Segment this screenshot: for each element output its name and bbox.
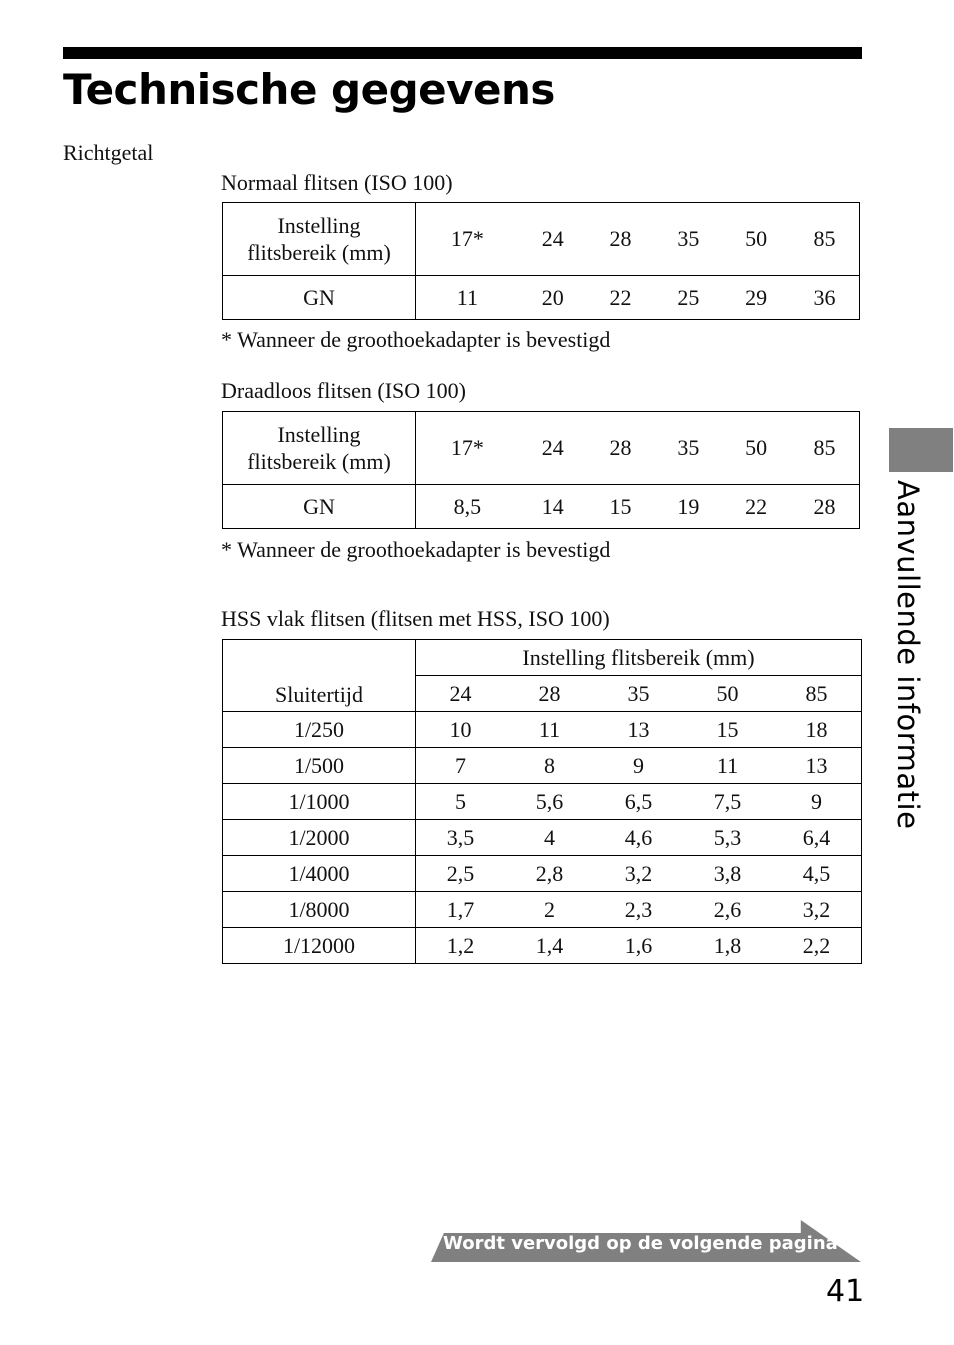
page-title: Technische gegevens [63,65,555,114]
setting-cell: 85 [790,203,859,276]
hss-body [223,712,862,964]
value-cell: 1,8 [683,928,772,964]
value-cell: 2,6 [683,892,772,928]
group-header: Instelling flitsbereik (mm) [416,640,862,676]
side-tab-label: Aanvullende informatie [891,480,925,830]
value-cell: 13 [594,712,683,748]
value-cell: 3,2 [594,856,683,892]
value-cell: 13 [772,748,862,784]
gn-cell: 20 [519,276,587,320]
value-cell: 7 [416,748,506,784]
gn-cell: 19 [654,485,722,529]
gn-cell: 11 [416,276,519,320]
table-row [223,485,860,529]
value-cell: 11 [683,748,772,784]
gn-cell: 14 [519,485,587,529]
shutter-cell: 1/500 [223,748,416,784]
table-row [223,892,862,928]
value-cell: 6,5 [594,784,683,820]
table-row [223,640,862,676]
value-cell: 6,4 [772,820,862,856]
table-row [223,712,862,748]
row-label-setting: Instelling flitsbereik (mm) [223,203,416,276]
wireless-flash-footnote: * Wanneer de groothoekadapter is bevestigd [221,537,611,562]
shutter-cell: 1/1000 [223,784,416,820]
value-cell: 5,3 [683,820,772,856]
table-row [223,856,862,892]
table-row [223,928,862,964]
wireless-flash-table [222,411,860,529]
value-cell: 1,4 [505,928,594,964]
setting-cell: 50 [722,203,790,276]
value-cell: 10 [416,712,506,748]
value-cell: 2,3 [594,892,683,928]
value-cell: 2,5 [416,856,506,892]
setting-cell: 28 [587,203,655,276]
gn-cell: 29 [722,276,790,320]
normal-flash-table [222,202,860,320]
setting-cell: 50 [722,412,790,485]
value-cell: 15 [683,712,772,748]
gn-cell: 22 [722,485,790,529]
setting-cell: 35 [654,203,722,276]
setting-cell: 17* [416,412,519,485]
shutter-cell: 1/12000 [223,928,416,964]
setting-header: 28 [505,676,594,712]
value-cell: 1,2 [416,928,506,964]
value-cell: 2,2 [772,928,862,964]
corner-label-shutter: Sluitertijd [223,640,416,712]
gn-cell: 25 [654,276,722,320]
continue-label: Wordt vervolgd op de volgende pagina [443,1233,838,1254]
gn-cell: 22 [587,276,655,320]
wireless-flash-caption: Draadloos flitsen (ISO 100) [221,378,467,403]
normal-flash-caption: Normaal flitsen (ISO 100) [221,170,453,195]
shutter-cell: 1/4000 [223,856,416,892]
value-cell: 11 [505,712,594,748]
table-row [223,203,860,276]
gn-cell: 8,5 [416,485,519,529]
table-row [223,784,862,820]
value-cell: 5 [416,784,506,820]
table-row [223,276,860,320]
value-cell: 9 [772,784,862,820]
row-label-setting: Instelling flitsbereik (mm) [223,412,416,485]
hss-flash-caption: HSS vlak flitsen (flitsen met HSS, ISO 100) [221,606,610,631]
setting-header: 24 [416,676,506,712]
value-cell: 7,5 [683,784,772,820]
value-cell: 4,6 [594,820,683,856]
value-cell: 4 [505,820,594,856]
setting-cell: 17* [416,203,519,276]
value-cell: 2 [505,892,594,928]
value-cell: 5,6 [505,784,594,820]
value-cell: 8 [505,748,594,784]
setting-header: 85 [772,676,862,712]
gn-cell: 15 [587,485,655,529]
normal-flash-footnote: * Wanneer de groothoekadapter is bevestigd [221,327,611,352]
hss-flash-table [222,639,862,964]
table-row [223,820,862,856]
shutter-cell: 1/8000 [223,892,416,928]
setting-cell: 85 [790,412,859,485]
value-cell: 9 [594,748,683,784]
setting-header: 35 [594,676,683,712]
section-label: Richtgetal [63,140,154,165]
row-label-gn: GN [223,276,416,320]
setting-cell: 28 [587,412,655,485]
setting-header: 50 [683,676,772,712]
value-cell: 18 [772,712,862,748]
row-label-gn: GN [223,485,416,529]
shutter-cell: 1/250 [223,712,416,748]
value-cell: 4,5 [772,856,862,892]
page-number: 41 [826,1274,865,1309]
shutter-cell: 1/2000 [223,820,416,856]
title-rule [63,47,862,59]
gn-cell: 36 [790,276,859,320]
value-cell: 3,8 [683,856,772,892]
value-cell: 1,7 [416,892,506,928]
value-cell: 2,8 [505,856,594,892]
value-cell: 3,2 [772,892,862,928]
table-row [223,412,860,485]
gn-cell: 28 [790,485,859,529]
side-tab-marker [889,428,953,472]
setting-cell: 24 [519,412,587,485]
setting-cell: 24 [519,203,587,276]
value-cell: 1,6 [594,928,683,964]
setting-cell: 35 [654,412,722,485]
value-cell: 3,5 [416,820,506,856]
table-row [223,748,862,784]
